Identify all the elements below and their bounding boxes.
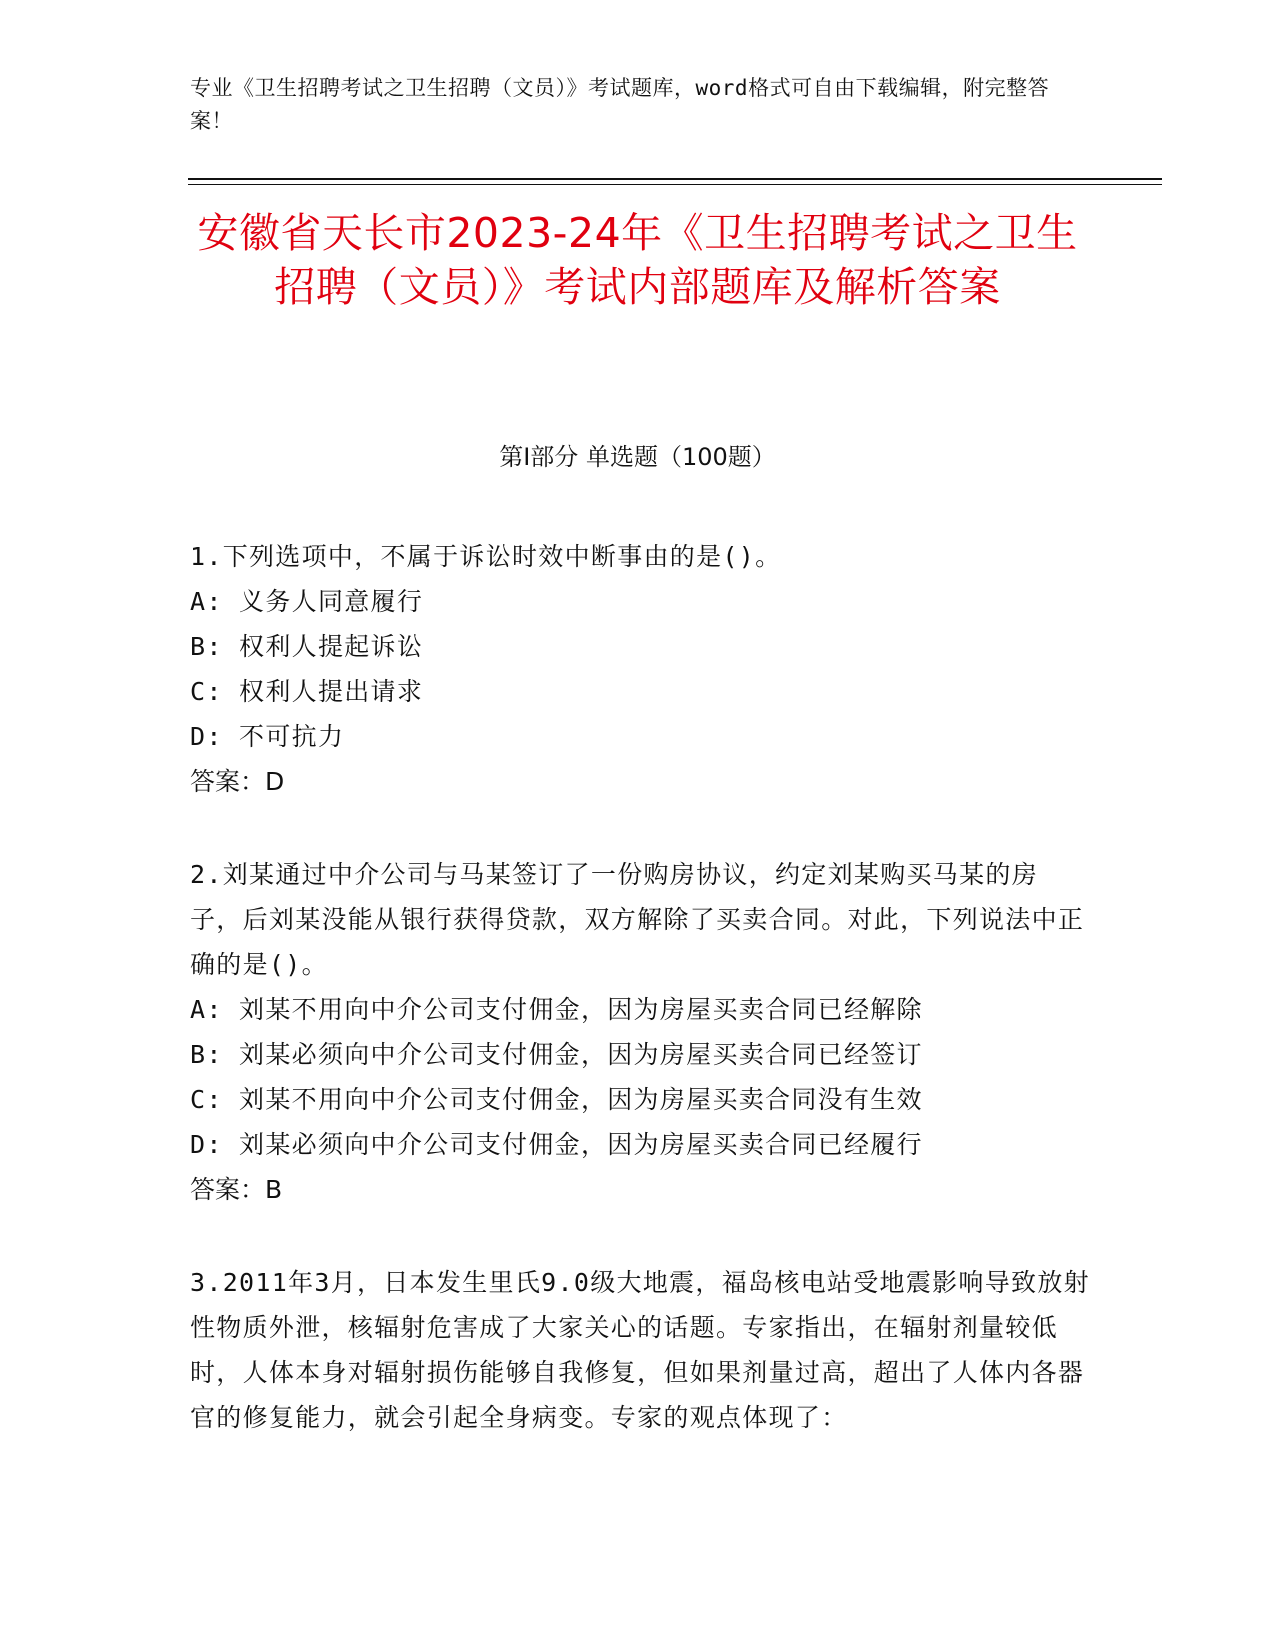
option-a: A: 刘某不用向中介公司支付佣金，因为房屋买卖合同已经解除: [190, 995, 923, 1024]
option-b: B: 权利人提起诉讼: [190, 632, 424, 661]
option-a: A: 义务人同意履行: [190, 587, 424, 616]
option-d: D: 刘某必须向中介公司支付佣金，因为房屋买卖合同已经履行: [190, 1130, 923, 1159]
answer: 答案：D: [190, 767, 285, 796]
header-divider-thick: [188, 178, 1162, 180]
option-d: D: 不可抗力: [190, 722, 345, 751]
option-b: B: 刘某必须向中介公司支付佣金，因为房屋买卖合同已经签订: [190, 1040, 923, 1069]
question-text: 2.刘某通过中介公司与马某签订了一份购房协议，约定刘某购买马某的房子，后刘某没能从银行获得贷款，双方解除了买卖合同。对此，下列说法中正确的是()。: [190, 860, 1085, 979]
header-divider-thin: [188, 184, 1162, 185]
question-3: [190, 1260, 1090, 1440]
option-c: C: 权利人提出请求: [190, 677, 424, 706]
question-text: 1.下列选项中，不属于诉讼时效中断事由的是()。: [190, 542, 782, 571]
question-text: 3.2011年3月，日本发生里氏9.0级大地震，福岛核电站受地震影响导致放射性物质外泄，核辐射危害成了大家关心的话题。专家指出，在辐射剂量较低时，人体本身对辐射损伤能够自我修复，但如果剂量过高，超出了人体内各器官的修复能力，就会引起全身病变。专家的观点体现了：: [190, 1268, 1090, 1432]
question-2: [190, 852, 1090, 1212]
question-list: [190, 534, 1090, 1488]
section-title: 第I部分 单选题（100题）: [499, 443, 776, 471]
document-title: 安徽省天长市2023-24年《卫生招聘考试之卫生招聘（文员）》考试内部题库及解析答案: [197, 209, 1078, 311]
question-1: [190, 534, 1090, 804]
option-c: C: 刘某不用向中介公司支付佣金，因为房屋买卖合同没有生效: [190, 1085, 923, 1114]
answer: 答案：B: [190, 1175, 283, 1204]
header-note: 专业《卫生招聘考试之卫生招聘（文员）》考试题库，word格式可自由下载编辑，附完整答案！: [190, 76, 1050, 133]
